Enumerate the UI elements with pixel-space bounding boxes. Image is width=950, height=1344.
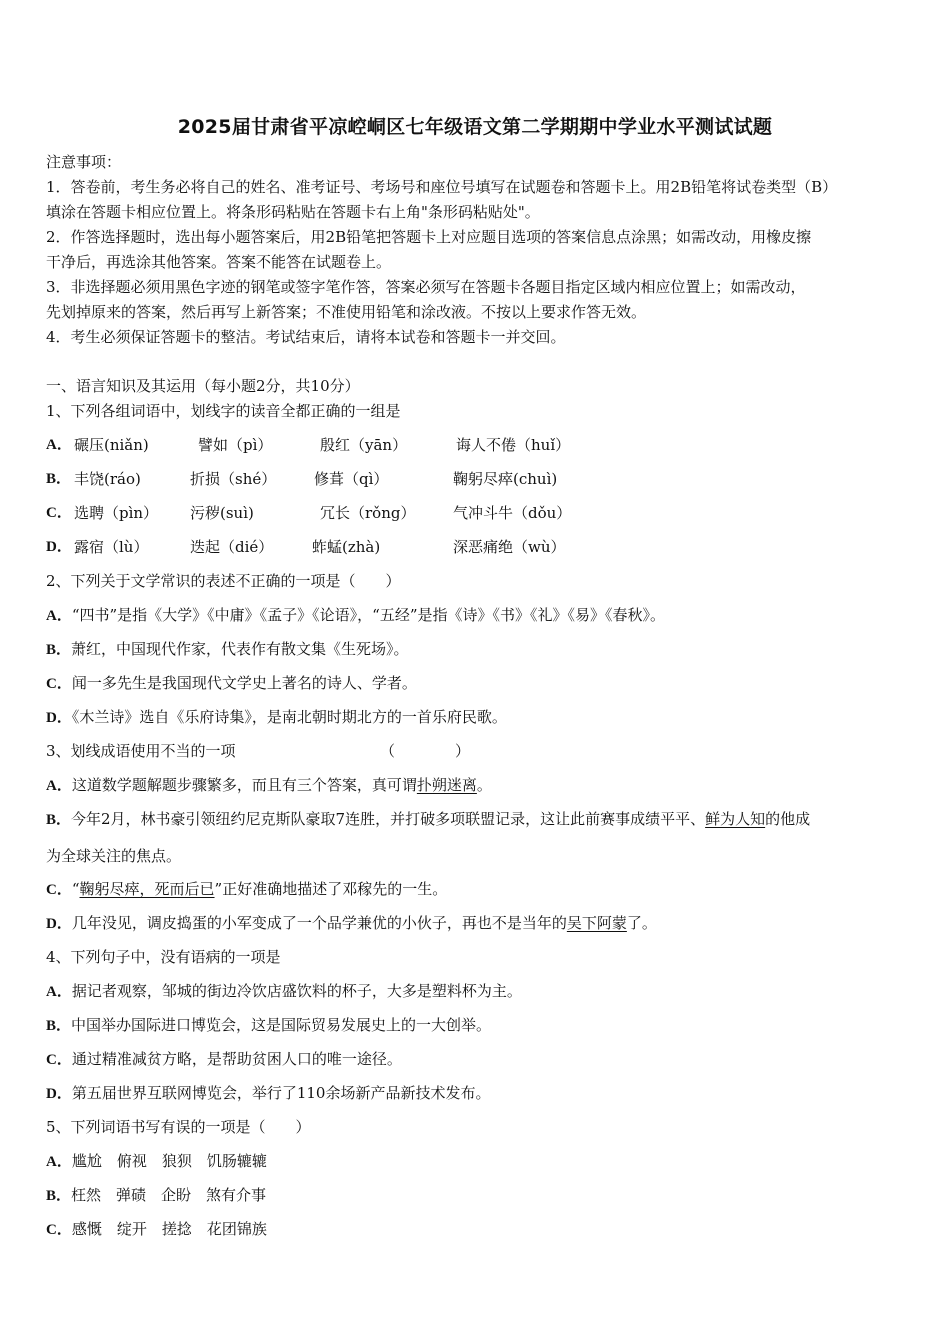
q2-option-d: D．《木兰诗》选自《乐府诗集》，是南北朝时期北方的一首乐府民歌。 xyxy=(46,708,507,726)
q2-option-b: B．萧红，中国现代作家，代表作有散文集《生死场》。 xyxy=(46,640,409,658)
option-item: 露宿（lù） xyxy=(74,538,149,556)
q3-option-c: C．“鞠躬尽瘁，死而后已”正好准确地描述了邓稼先的一生。 xyxy=(46,880,448,898)
option-item: 鞠躬尽瘁(chuì) xyxy=(453,470,558,488)
notice-line: 1．答卷前，考生务必将自己的姓名、准考证号、考场号和座位号填写在试题卷和答题卡上。用2B铅笔将试卷类型（B） xyxy=(46,178,838,196)
option-item: 迭起（dié） xyxy=(190,538,274,556)
question-3-stem: 3、划线成语使用不当的一项 xyxy=(46,742,236,760)
option-item: 蚱蜢(zhà) xyxy=(312,538,381,556)
option-item: 折损（shé） xyxy=(190,470,277,488)
q2-option-a: A．“四书”是指《大学》《中庸》《孟子》《论语》，“五经”是指《诗》《书》《礼》《易》《春秋》。 xyxy=(46,606,666,624)
option-label: D． xyxy=(46,539,72,555)
q5-option-c: C．感慨 绽开 搓捻 花团锦族 xyxy=(46,1220,267,1238)
q5-option-b: B．枉然 弹碛 企盼 煞有介事 xyxy=(46,1186,267,1204)
underlined-idiom: 扑朔迷离 xyxy=(416,776,477,794)
q4-option-c: C．通过精准减贫方略，是帮助贫困人口的唯一途径。 xyxy=(46,1050,402,1068)
option-item: 碾压(niǎn) xyxy=(74,436,149,454)
notice-line: 3．非选择题必须用黑色字迹的钢笔或签字笔作答，答案必须写在答题卡各题目指定区域内相应位置上；如需改动， xyxy=(46,278,806,296)
option-item: 殷红（yān） xyxy=(320,436,408,454)
q3-option-b-cont: 为全球关注的焦点。 xyxy=(46,847,182,865)
option-item: 譬如（pì） xyxy=(198,436,273,454)
question-4-stem: 4、下列句子中，没有语病的一项是 xyxy=(46,948,281,966)
section-heading: 一、语言知识及其运用（每小题2分，共10分） xyxy=(46,377,360,395)
notice-line: 填涂在答题卡相应位置上。将条形码粘贴在答题卡右上角"条形码粘贴处"。 xyxy=(46,203,540,221)
exam-title: 2025届甘肃省平凉崆峒区七年级语文第二学期期中学业水平测试试题 xyxy=(177,116,773,138)
q4-option-a: A．据记者观察，邹城的街边冷饮店盛饮料的杯子，大多是塑料杯为主。 xyxy=(46,982,522,1000)
q3-option-b: B．今年2月，林书豪引领纽约尼克斯队豪取7连胜，并打破多项联盟记录，这让此前赛事成绩平平、鲜为人知的他成 xyxy=(46,810,811,828)
q3-option-d: D．几年没见，调皮捣蛋的小军变成了一个品学兼优的小伙子，再也不是当年的吴下阿蒙了。 xyxy=(46,914,657,932)
question-1-stem: 1、下列各组词语中，划线字的读音全都正确的一组是 xyxy=(46,402,401,420)
q5-option-a: A．尴尬 俯视 狼狈 饥肠辘辘 xyxy=(46,1152,267,1170)
underlined-idiom: 吴下阿蒙 xyxy=(566,914,627,932)
question-5-stem: 5、下列词语书写有误的一项是（ ） xyxy=(46,1118,311,1136)
option-item: 修葺（qì） xyxy=(314,470,389,488)
option-item: 选聘（pìn） xyxy=(74,504,159,522)
q4-option-b: B．中国举办国际进口博览会，这是国际贸易发展史上的一大创举。 xyxy=(46,1016,492,1034)
option-label: A． xyxy=(46,437,72,453)
option-item: 冗长（rǒng） xyxy=(320,504,416,522)
notice-line: 干净后，再选涂其他答案。答案不能答在试题卷上。 xyxy=(46,253,392,271)
notice-line: 4．考生必须保证答题卡的整洁。考试结束后，请将本试卷和答题卡一并交回。 xyxy=(46,328,566,346)
underlined-idiom: 鞠躬尽瘁，死而后已 xyxy=(79,880,215,898)
option-item: 污秽(suì) xyxy=(190,504,254,522)
q2-option-c: C．闻一多先生是我国现代文学史上著名的诗人、学者。 xyxy=(46,674,417,692)
notice-line: 先划掉原来的答案，然后再写上新答案；不准使用铅笔和涂改液。不按以上要求作答无效。 xyxy=(46,303,647,321)
q4-option-d: D．第五届世界互联网博览会，举行了110余场新产品新技术发布。 xyxy=(46,1084,491,1102)
option-item: 深恶痛绝（wù） xyxy=(453,538,566,556)
notice-line: 2．作答选择题时，选出每小题答案后，用2B铅笔把答题卡上对应题目选项的答案信息点涂黑；如需改动，用橡皮擦 xyxy=(46,228,812,246)
q3-option-a: A．这道数学题解题步骤繁多，而且有三个答案，真可谓扑朔迷离。 xyxy=(46,776,492,794)
question-2-stem: 2、下列关于文学常识的表述不正确的一项是（ ） xyxy=(46,572,401,590)
option-item: 诲人不倦（huǐ） xyxy=(456,436,571,454)
answer-paren: （ ） xyxy=(380,742,471,760)
underlined-idiom: 鲜为人知 xyxy=(705,810,766,828)
option-label: C． xyxy=(46,505,72,521)
notice-heading: 注意事项： xyxy=(46,153,122,171)
option-item: 气冲斗牛（dǒu） xyxy=(453,504,572,522)
option-label: B． xyxy=(46,471,72,487)
option-item: 丰饶(ráo) xyxy=(74,470,141,488)
